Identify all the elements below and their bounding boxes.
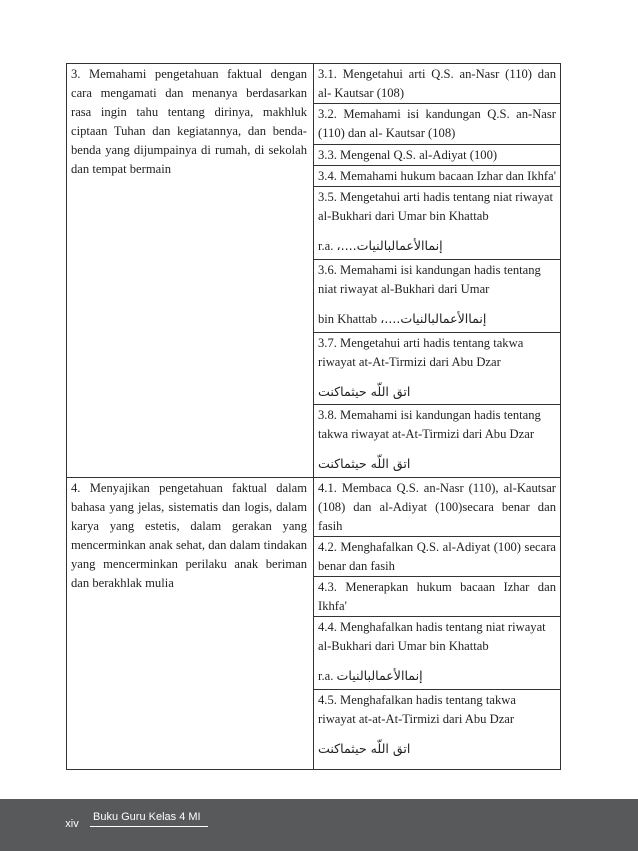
- kd4-item-3: 4.3. Menerapkan hukum bacaan Izhar dan Ikhfa': [314, 577, 561, 617]
- kd3-item-8-arabic: اتق اللّه حيثماكنت: [318, 456, 411, 472]
- kd4-item-5: [314, 689, 561, 769]
- footer-book-title: Buku Guru Kelas 4 MI: [93, 811, 201, 823]
- kd3-core-competency: 3. Memahami pengetahuan faktual dengan cara mengamati dan menanya berdasarkan rasa ingin tahu tentang dirinya, makhluk ciptaan Tuhan dan kegiatannya, dan benda-benda yang dijumpainya di rumah, di sekolah dan tempat bermain: [67, 64, 314, 478]
- kd4-item-5-text: 4.5. Menghafalkan hadis tentang takwa riwayat at-at-At-Tirmizi dari Abu Dzar: [318, 692, 516, 726]
- kd3-item-5-arabic: إنماالأعمالبالنيات....،: [336, 238, 443, 254]
- kd4-item-1: 4.1. Membaca Q.S. an-Nasr (110), al-Kautsar (108) dan al-Adiyat (100)secara benar dan fasih: [314, 478, 561, 537]
- kd3-item-7-text: 3.7. Mengetahui arti hadis tentang takwa riwayat at-At-Tirmizi dari Abu Dzar: [318, 335, 524, 369]
- kd4-item-4-arabic: إنماالأعمالبالنيات: [336, 668, 423, 684]
- page-footer: [0, 799, 638, 851]
- kd3-item-1: 3.1. Mengetahui arti Q.S. an-Nasr (110) dan al- Kautsar (108): [314, 64, 561, 104]
- kd3-item-2: 3.2. Memahami isi kandungan Q.S. an-Nasr (110) dan al- Kautsar (108): [314, 104, 561, 144]
- page-number: xiv: [65, 818, 79, 830]
- kd3-item-6: [314, 259, 561, 332]
- kd3-item-4: 3.4. Memahami hukum bacaan Izhar dan Ikhfa': [314, 165, 561, 186]
- kd4-item-4-text: 4.4. Menghafalkan hadis tentang niat riwayat al-Bukhari dari Umar bin Khattab: [318, 620, 546, 654]
- kd3-item-6-text: 3.6. Memahami isi kandungan hadis tentang niat riwayat al-Bukhari dari Umar: [318, 262, 541, 296]
- kd4-item-5-arabic-line: [318, 739, 556, 759]
- kd4-core-competency: 4. Menyajikan pengetahuan faktual dalam bahasa yang jelas, sistematis dan logis, dalam karya yang estetis, dalam gerakan yang mencerminkan anak sehat, dan dalam tindakan yang mencerminkan perilaku anak beriman dan berakhlak mulia: [67, 478, 314, 770]
- kd3-item-3: 3.3. Mengenal Q.S. al-Adiyat (100): [314, 144, 561, 165]
- kd3-item-5-tail: r.a.: [318, 239, 334, 254]
- kd4-item-4-arabic-line: [318, 666, 556, 686]
- kd3-item-6-arabic-line: [318, 309, 556, 329]
- footer-rule: [90, 826, 208, 827]
- kd-table: [66, 63, 561, 770]
- kd3-item-5-arabic-line: [318, 236, 556, 256]
- kd4-item-4: [314, 617, 561, 689]
- kd4-item-5-arabic: اتق اللّه حيثماكنت: [318, 740, 411, 756]
- kd3-item-6-arabic: إنماالأعمالبالنيات....،: [380, 310, 487, 326]
- kd3-item-8: [314, 405, 561, 478]
- kd3-item-8-arabic-line: [318, 454, 556, 474]
- kd3-item-8-text: 3.8. Memahami isi kandungan hadis tentang takwa riwayat at-At-Tirmizi dari Abu Dzar: [318, 408, 541, 442]
- kd3-item-7-arabic-line: [318, 382, 556, 402]
- kd3-item-7-arabic: اتق اللّه حيثماكنت: [318, 383, 411, 399]
- kd3-item-7: [314, 332, 561, 405]
- kd3-item-5-text: 3.5. Mengetahui arti hadis tentang niat riwayat al-Bukhari dari Umar bin Khattab: [318, 190, 554, 224]
- kd4-item-2: 4.2. Menghafalkan Q.S. al-Adiyat (100) secara benar dan fasih: [314, 537, 561, 577]
- kd3-item-5: [314, 187, 561, 260]
- kd4-item-4-tail: r.a.: [318, 669, 334, 684]
- kd3-item-6-tail: bin Khattab: [318, 311, 378, 326]
